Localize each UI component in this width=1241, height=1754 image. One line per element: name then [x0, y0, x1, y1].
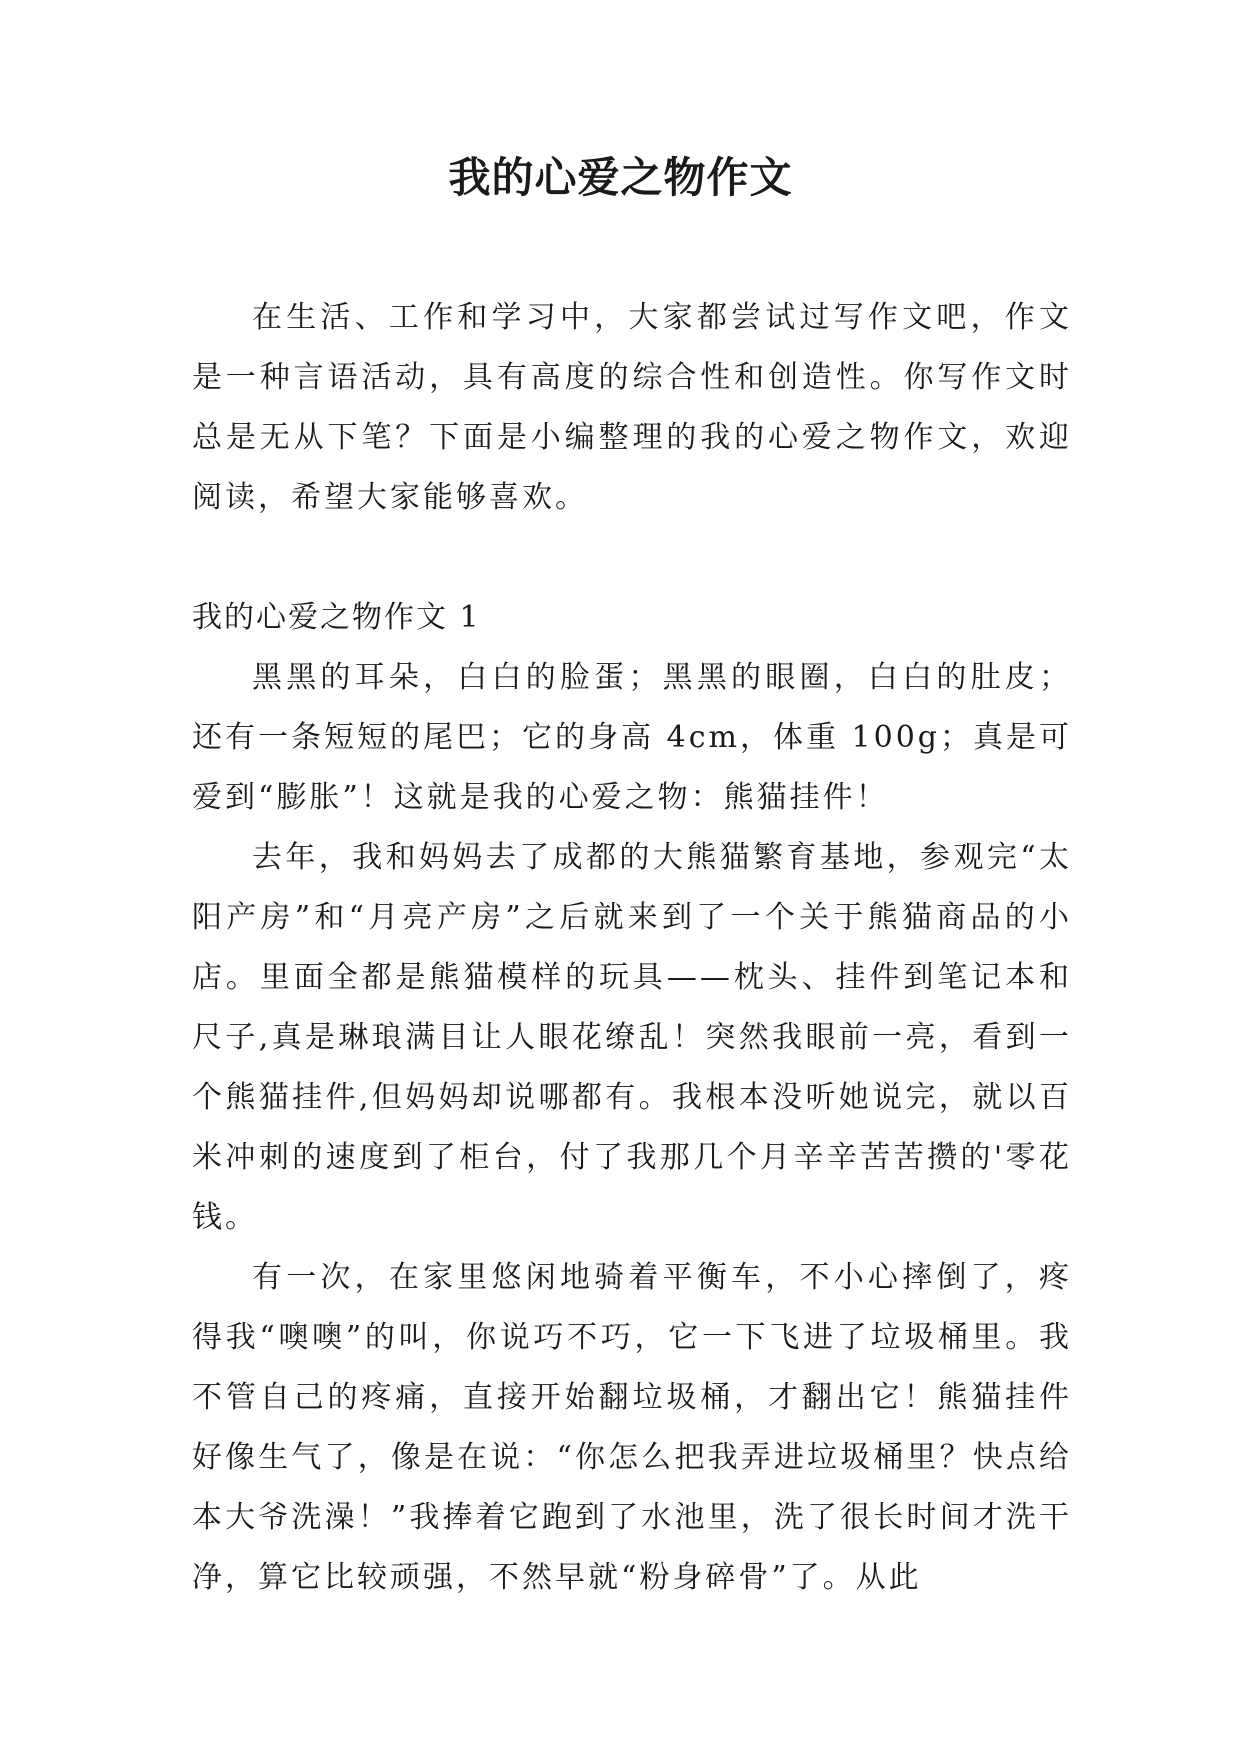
body-paragraph-3: 有一次，在家里悠闲地骑着平衡车，不小心摔倒了，疼得我“噢噢”的叫，你说巧不巧，它一下飞进了垃圾桶里。我不管自己的疼痛，直接开始翻垃圾桶，才翻出它！熊猫挂件好像生气了，像是在说：“你怎么把我弄进垃圾桶里？快点给本大爷洗澡！”我捧着它跑到了水池里，洗了很长时间才洗干净，算它比较顽强，不然早就“粉身碎骨”了。从此	[192, 1260, 1072, 1595]
body-paragraph-2: 去年，我和妈妈去了成都的大熊猫繁育基地，参观完“太阳产房”和“月亮产房”之后就来到了一个关于熊猫商品的小店。里面全都是熊猫模样的玩具——枕头、挂件到笔记本和尺子,真是琳琅满目让人眼花缭乱！突然我眼前一亮，看到一个熊猫挂件,但妈妈却说哪都有。我根本没听她说完，就以百米冲刺的速度到了柜台，付了我那几个月辛辛苦苦攒的'零花钱。	[192, 840, 1072, 1235]
intro-paragraph: 在生活、工作和学习中，大家都尝试过写作文吧，作文是一种言语活动，具有高度的综合性和创造性。你写作文时总是无从下笔？下面是小编整理的我的心爱之物作文，欢迎阅读，希望大家能够喜欢。	[192, 300, 1072, 515]
body-paragraph-1: 黑黑的耳朵，白白的脸蛋；黑黑的眼圈，白白的肚皮；还有一条短短的尾巴；它的身高 4cm，体重 100g；真是可爱到“膨胀”！这就是我的心爱之物：熊猫挂件！	[192, 660, 1072, 815]
document-body	[192, 288, 1072, 1608]
section-heading: 我的心爱之物作文 1	[192, 600, 481, 635]
document-title: 我的心爱之物作文	[448, 153, 793, 202]
